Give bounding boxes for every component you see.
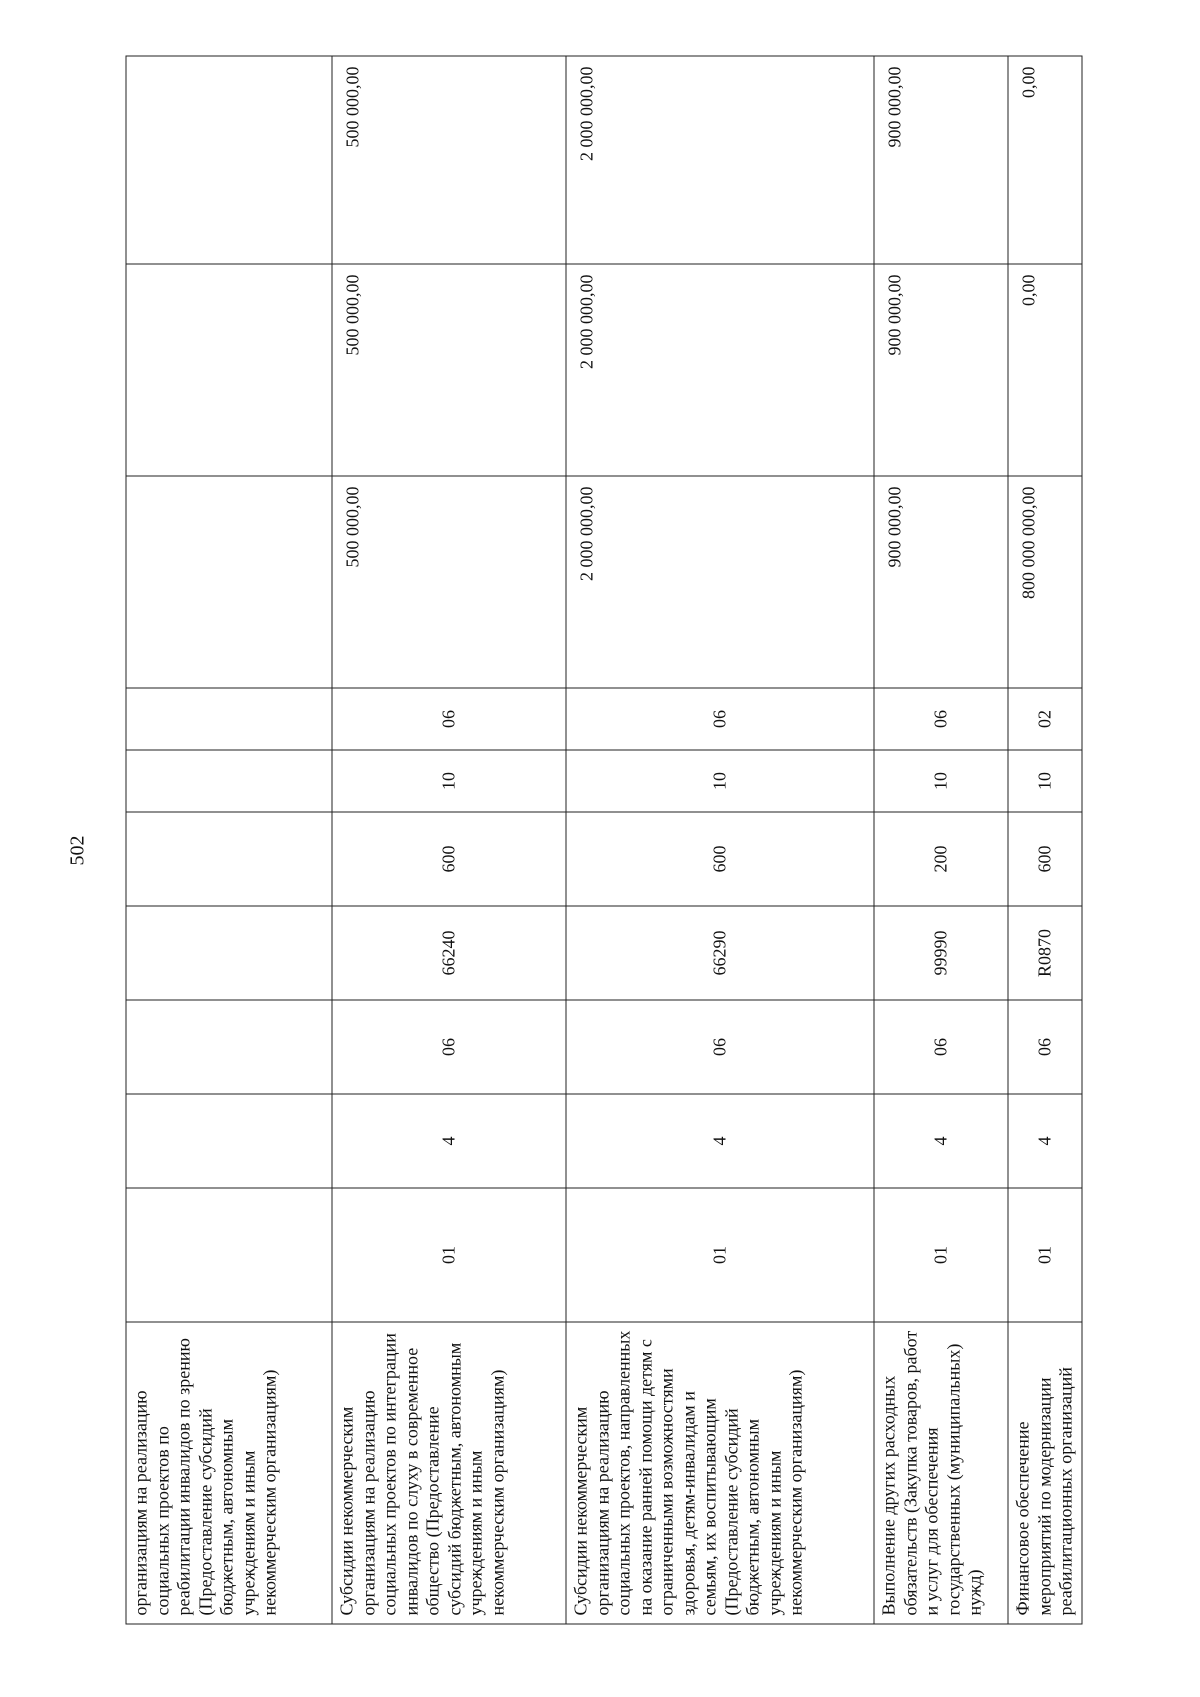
table-row — [1008, 56, 1082, 1624]
code-cell: 10 — [332, 750, 566, 812]
page-number: 502 — [66, 835, 89, 865]
code-cell: 01 — [874, 1188, 1008, 1322]
code-cell: 06 — [874, 688, 1008, 750]
code-cell: 66290 — [566, 906, 874, 1000]
amount-cell: 2 000 000,00 — [566, 264, 874, 476]
code-cell: 06 — [566, 688, 874, 750]
code-cell: R0870 — [1008, 906, 1082, 1000]
table-row — [566, 56, 874, 1624]
code-cell — [126, 1094, 332, 1188]
amount-cell: 500 000,00 — [332, 56, 566, 264]
code-cell: 01 — [566, 1188, 874, 1322]
code-cell: 4 — [332, 1094, 566, 1188]
table-row — [874, 56, 1008, 1624]
amount-cell: 0,00 — [1008, 56, 1082, 264]
code-cell: 99990 — [874, 906, 1008, 1000]
amount-cell — [126, 56, 332, 264]
code-cell: 200 — [874, 812, 1008, 906]
row-name: Выполнение других расходных обязательств (Закупка товаров, работ и услуг для обеспечения государственных (муниципальных) нужд) — [874, 1322, 1008, 1624]
table-row — [332, 56, 566, 1624]
code-cell: 06 — [332, 1000, 566, 1094]
budget-table — [126, 56, 1083, 1625]
amount-cell: 0,00 — [1008, 264, 1082, 476]
amount-cell: 500 000,00 — [332, 476, 566, 688]
code-cell: 600 — [566, 812, 874, 906]
code-cell — [126, 1000, 332, 1094]
amount-cell: 900 000,00 — [874, 264, 1008, 476]
code-cell: 600 — [332, 812, 566, 906]
amount-cell: 900 000,00 — [874, 476, 1008, 688]
code-cell: 66240 — [332, 906, 566, 1000]
budget-table-rotated — [126, 57, 1081, 1625]
amount-cell: 2 000 000,00 — [566, 56, 874, 264]
amount-cell: 500 000,00 — [332, 264, 566, 476]
code-cell: 4 — [874, 1094, 1008, 1188]
code-cell: 10 — [1008, 750, 1082, 812]
amount-cell: 2 000 000,00 — [566, 476, 874, 688]
amount-cell: 800 000 000,00 — [1008, 476, 1082, 688]
code-cell: 06 — [332, 688, 566, 750]
row-name: организациям на реализацию социальных проектов по реабилитации инвалидов по зрению (Предоставление субсидий бюджетным, автономным учреждениям и иным некоммерческим организациям) — [126, 1322, 332, 1624]
row-name: Финансовое обеспечение мероприятий по модернизации реабилитационных организаций — [1008, 1322, 1082, 1624]
amount-cell — [126, 476, 332, 688]
amount-cell — [126, 264, 332, 476]
row-name: Субсидии некоммерческим организациям на реализацию социальных проектов, направленных на оказание ранней помощи детям с ограниченными возможностями здоровья, детям-инвалидам и семьям, их воспитывающим (Предоставление субсидий бюджетным, автономным учреждениям и иным некоммерческим организациям) — [566, 1322, 874, 1624]
code-cell: 01 — [332, 1188, 566, 1322]
code-cell: 4 — [566, 1094, 874, 1188]
code-cell — [126, 688, 332, 750]
row-name: Субсидии некоммерческим организациям на реализацию социальных проектов по интеграции инвалидов по слуху в современное общество (Предоставление субсидий бюджетным, автономным учреждениям и иным некоммерческим организациям) — [332, 1322, 566, 1624]
code-cell: 01 — [1008, 1188, 1082, 1322]
amount-cell: 900 000,00 — [874, 56, 1008, 264]
code-cell: 06 — [566, 1000, 874, 1094]
code-cell — [126, 1188, 332, 1322]
code-cell: 02 — [1008, 688, 1082, 750]
code-cell: 10 — [566, 750, 874, 812]
code-cell: 4 — [1008, 1094, 1082, 1188]
code-cell: 600 — [1008, 812, 1082, 906]
code-cell — [126, 750, 332, 812]
code-cell: 06 — [874, 1000, 1008, 1094]
code-cell — [126, 812, 332, 906]
code-cell: 06 — [1008, 1000, 1082, 1094]
code-cell — [126, 906, 332, 1000]
table-row — [126, 56, 332, 1624]
code-cell: 10 — [874, 750, 1008, 812]
